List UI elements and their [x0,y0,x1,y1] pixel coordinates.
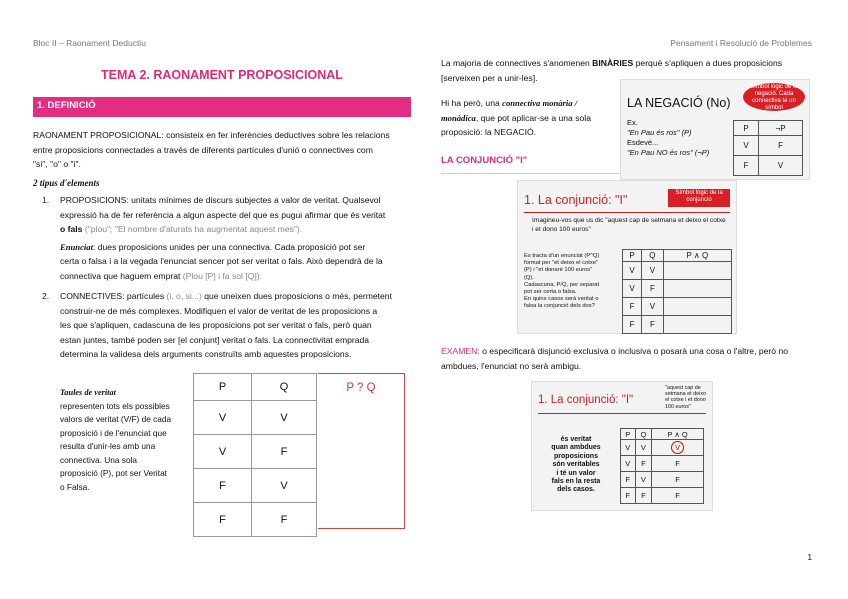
binaries-text-1c: perquè s'apliquen a dues proposicions [633,58,783,68]
table-row [194,435,317,469]
conjunction-result-line: són veritables [552,461,600,469]
definition-text-1: : consisteix en fer inferències deductives sobre les relacions [161,130,390,140]
table-header-cell: Q [635,429,652,440]
table-row [623,316,732,334]
table-cell: V [621,440,636,456]
table-cell: V [194,401,252,435]
item-1-text-2: expressió ha de fer referència a algun aspecte del que es pugui afirmar que és veritat [60,209,386,220]
table-cell: F [623,298,642,316]
conjunction-imagine: Imagineu-vos que us dic "aquest cap de setmana et deixo el cotxe i et dono 100 euros" [532,217,726,233]
table-row [194,503,317,537]
truth-tables-line: proposició i de l'enunciat que [60,427,167,438]
definition-term: RAONAMENT PROPOSICIONAL [33,130,162,140]
table-header-cell: P [623,250,642,262]
truth-tables-line: representen tots els possibles [60,400,170,411]
definition-text-2: entre proposicions connectades a través de diferents partícules d'unió o connectives com [33,144,373,155]
truth-tables-line: connectiva. Una sola [60,454,138,465]
table-row [621,440,704,456]
exam-text-1: o especificarà disjunció exclusiva o inclusiva o posarà una cosa o l'altre, però no [479,346,789,356]
conjunction-desc-line: Es tracta d'un enunciat (P^Q) [524,253,600,259]
table-header-row [621,429,704,440]
item-2-text-3: les que s'apliquen, cadascuna de les proposicions pot ser veritat o fals, però quan [60,320,372,331]
table-cell: F [194,503,252,537]
conjunction-slide-2-table [620,428,704,504]
conjunction-slide-2 [531,381,713,511]
table-cell: V [635,440,652,456]
conjunction-result-line: proposicions [554,452,598,460]
conjunction-result-line: i té un valor [556,469,596,477]
negation-bubble [743,83,805,111]
table-cell: F [642,280,664,298]
table-cell: F [621,488,636,504]
item-1 [60,193,412,284]
truth-tables-line: valors de veritat (V/F) de cada [60,414,172,424]
binaries-text-2: [serveixen per a unir-les]. [441,72,538,83]
conjunction-slide-2-desc [534,436,618,495]
conjunction-result-line: quan ambdues [551,444,601,452]
item-2-text-1c: que uneixen dues proposicions o més, permetent [201,291,392,301]
truth-tables-text [60,386,184,494]
binaries-text-1b: BINÀRIES [592,58,634,68]
table-row [734,136,803,156]
item-2-text-4: estan juntes, també poden ser [el conjunt] veritat o fals. La connectivitat emprada [60,334,370,345]
table-cell [663,298,731,316]
exam-label: EXAMEN: [441,346,480,356]
negation-ex-line-1: "En Pau és ros" (P) [627,128,692,137]
item-1-term: PROPOSICIONS [60,195,127,205]
table-cell: F [621,472,636,488]
truth-table [193,373,317,537]
item-1-text-3b: ("plou"; "El nombre d'aturats ha augmentat aquest mes"). [82,224,303,235]
table-header-row [734,121,803,136]
table-header-cell: P [194,374,252,401]
enunciat-text-3b: (Plou [P] i fa sol [Q]). [182,270,263,281]
table-cell [663,262,731,280]
header-right: Pensament i Resolució de Problemes [670,38,812,48]
truth-table-result-box [318,373,405,529]
table-cell: F [194,469,252,503]
table-cell: V [642,298,664,316]
section-bar [33,97,411,117]
conjunction-desc-line: falsa la conjunció dels dos? [524,303,595,310]
conjunction-slide-1-desc [524,253,620,311]
conjunction-bubble: Símbol lògic de la conjunció [668,189,730,207]
enunciat-text-2: certa o falsa i a la vegada l'enunciat sencer pot ser veritat o fals. Això dependrà de la [60,256,383,267]
enunciat-text-1: : dues proposicions unides per una connectiva. Cada proposició pot ser [92,241,366,252]
table-cell: F [652,488,704,504]
monadic-text-2b: , que pot aplicar-se a una sola [475,112,591,123]
page-title: TEMA 2. RAONAMENT PROPOSICIONAL [101,68,343,82]
table-cell: V [252,401,317,435]
monadic-paragraph [441,96,616,140]
table-cell: V [621,456,636,472]
table-cell: V [759,156,803,176]
truth-table-result-header: P ? Q [346,382,376,394]
table-header-cell: ¬P [759,121,803,136]
negation-example [627,118,709,158]
enunciat-term: Enunciat [60,241,93,252]
conjunction-slide-1-rule [524,212,730,213]
conjunction-desc-line: (Q). [524,274,534,281]
conjunction-slide-2-rule [538,413,706,414]
table-cell: F [252,435,317,469]
table-cell: F [252,503,317,537]
two-types-heading: 2 tipus d'elements [33,178,100,188]
conjunction-slide-1-title: 1. La conjunció: "I" [524,193,628,207]
negation-slide-title: LA NEGACIÓ (No) [627,96,731,110]
truth-tables-line: o Falsa. [60,481,90,492]
section-title: 1. DEFINICIÓ [37,100,96,111]
conjunction-desc-line: Cadascuna, P/Q, per separat [524,281,600,288]
table-header-row [623,250,732,262]
table-cell [663,316,731,334]
header-left: Bloc II – Raonament Deductiu [33,38,146,48]
item-1-text-3a: o fals [60,224,83,235]
conjunction-result-line: dels casos. [557,486,595,494]
table-row [623,280,732,298]
conjunction-slide-1-table [622,249,732,334]
monadic-text-2a: monàdica [441,112,476,123]
table-cell: V [635,472,652,488]
table-cell: V [194,435,252,469]
enunciat-text-3a: connectiva que haguem emprat [60,270,183,281]
table-row [621,472,704,488]
conjunction-slide-2-title: 1. La conjunció: "I" [538,394,634,406]
table-cell: V [642,262,664,280]
item-2-text-1b: (i, o, si...) [166,291,202,301]
table-cell: F [623,316,642,334]
monadic-text-1b: connectiva monària / [502,98,578,108]
item-2-number: 2. [42,291,50,301]
item-2 [60,289,412,362]
table-header-row [194,374,317,401]
table-cell [652,440,704,456]
item-2-term: CONNECTIVES [60,291,123,301]
table-cell: V [623,280,642,298]
table-row [194,469,317,503]
table-row [621,488,704,504]
definition-text-3: "si", "o" o "i". [33,159,81,170]
exam-text-2: ambdues, l'enunciat no serà ambigu. [441,360,582,371]
table-header-cell: Q [252,374,317,401]
conjunction-desc-line: (P) i "et donaré 100 euros" [524,267,593,274]
truth-tables-line: proposició (P), pot ser Veritat [60,468,167,478]
item-1-text-1: : unitats mínimes de discurs subjectes a valor de veritat. Qualsevol [126,195,381,205]
negation-slide [620,79,810,180]
table-cell: V [623,262,642,280]
item-1-number: 1. [42,195,50,205]
item-2-text-1a: : partícules [122,291,167,301]
conjunction-result-line: és veritat [560,436,592,443]
table-cell: F [759,136,803,156]
table-header-cell: P [734,121,759,136]
truth-tables-term: Taules de veritat [60,388,116,397]
negation-bubble-text: Símbol lògic de la negació. Cada connectiva té un símbol [750,84,798,111]
negation-table [733,120,803,176]
table-row [734,156,803,176]
definition [33,128,411,172]
monadic-text-3a: proposició: la [441,127,495,138]
negation-ex-line-3: "En Pau NO és ros" (¬P) [627,148,710,157]
table-row [621,456,704,472]
conjunction-slide-1 [517,180,737,334]
table-header-cell: Q [642,250,664,262]
table-cell: F [652,472,704,488]
monadic-text-3c: . [533,127,537,138]
table-cell: V [734,136,759,156]
negation-ex-line-2: Esdevé... [627,138,659,147]
monadic-text-1a: Hi ha però, una [441,98,503,108]
table-row [623,262,732,280]
truth-tables-line: resulta d'unir-les amb una [60,441,156,451]
table-cell: V [252,469,317,503]
page-number: 1 [807,553,812,562]
conjunction-desc-line: En quins casos serà veritat o [524,296,599,303]
table-row [194,401,317,435]
table-header-cell: P [621,429,636,440]
table-row [623,298,732,316]
table-cell: F [734,156,759,176]
conjunction-result-line: fals en la resta [551,478,601,486]
conjunction-desc-line: format per "et deixo el cotxe" [524,260,599,267]
monadic-text-3b: NEGACIÓ [494,127,534,138]
circled-value: V [671,441,684,454]
negation-ex-label: Ex. [627,118,638,127]
table-cell: F [652,456,704,472]
conjunction-slide-2-quote: "aquest cap de setmana et deixo el cotxe i et dono 100 euros" [665,385,707,410]
table-cell [663,280,731,298]
item-2-text-2: construir-ne de més complexes. Modifiquen el valor de veritat de les proposicions a [60,305,378,316]
conjunction-heading: LA CONJUNCIÓ "I" [441,155,528,166]
table-cell: F [635,456,652,472]
table-cell: F [642,316,664,334]
conjunction-desc-line: pot ser certa o falsa. [524,289,577,296]
item-2-text-5: determina la validesa dels arguments construïts amb aquestes proposicions. [60,349,352,360]
table-header-cell: P ∧ Q [663,250,731,262]
table-cell: F [635,488,652,504]
table-header-cell: P ∧ Q [652,429,704,440]
binaries-text-1a: La majoria de connectives s'anomenen [441,58,593,68]
exam-note [441,344,813,373]
